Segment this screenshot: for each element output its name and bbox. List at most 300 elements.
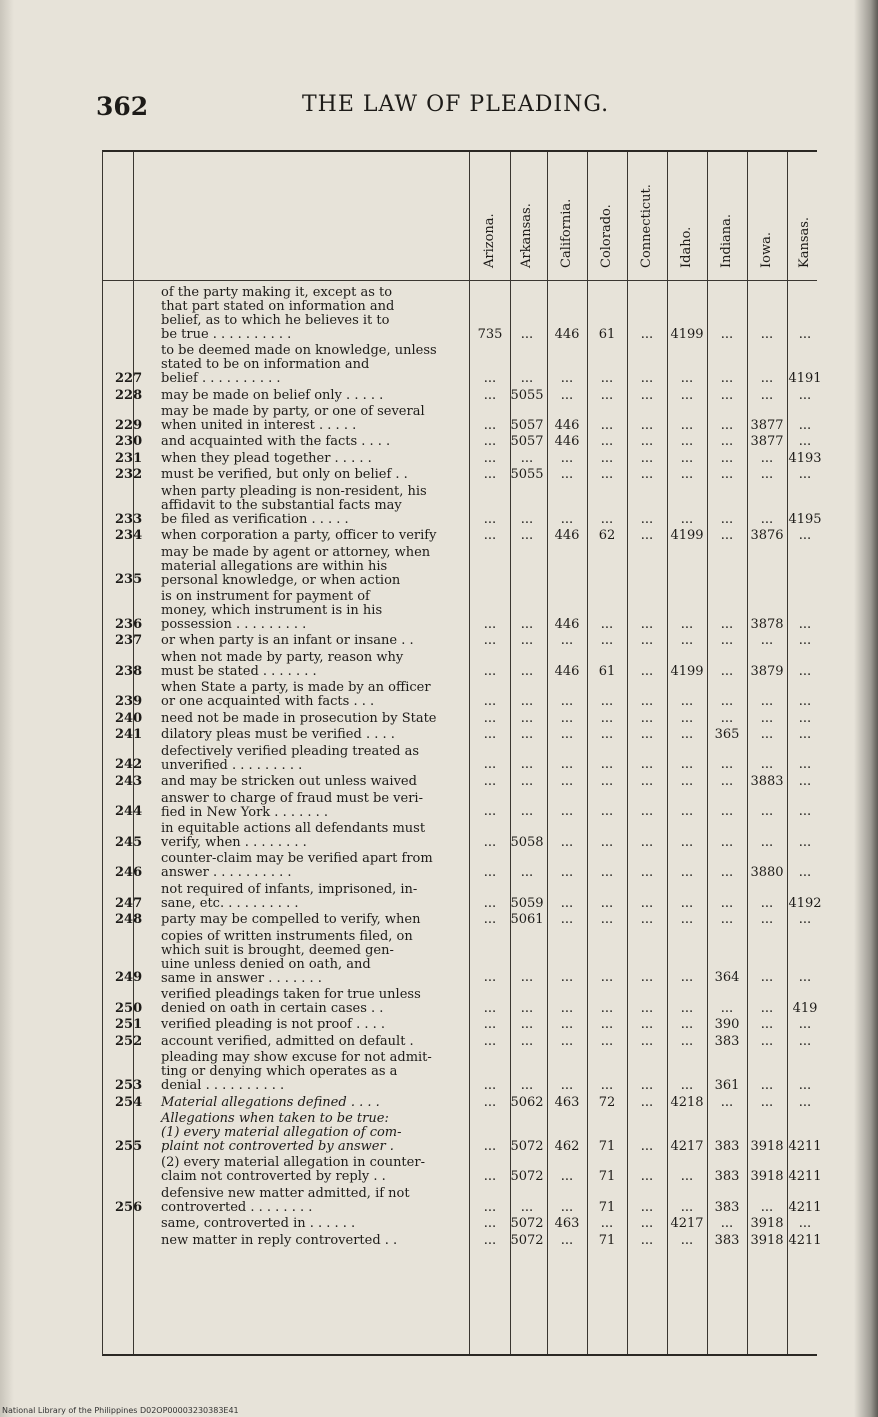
citation-cell: 446 (554, 326, 580, 342)
citation-cell: 383 (714, 1199, 740, 1215)
citation-cell: ... (798, 970, 812, 986)
citation-cell: 364 (714, 970, 740, 986)
table-row (103, 681, 817, 709)
state-header (508, 158, 546, 274)
table-row (103, 1018, 817, 1032)
citation-cell: 4199 (670, 528, 704, 544)
citation-cell: ... (600, 710, 614, 726)
citation-cell: ... (798, 434, 812, 450)
state-header-label: Kansas. (797, 216, 812, 268)
citation-cell: 5057 (510, 417, 544, 433)
section-description: may be made by agent or attorney, when material allegations are within his personal knowledge, or when action (161, 544, 431, 588)
citation-cell: ... (680, 895, 694, 911)
state-header-label: Idaho. (679, 226, 694, 268)
citation-cell: ... (483, 633, 497, 649)
section-number: 243 (115, 774, 143, 789)
citation-cell: ... (600, 450, 614, 466)
citation-cell: 5055 (510, 387, 544, 403)
table-row (103, 913, 817, 927)
citation-cell: ... (720, 616, 734, 632)
citation-cell: ... (600, 757, 614, 773)
citation-cell: 361 (714, 1077, 740, 1093)
section-description: account verified, admitted on default . (161, 1033, 414, 1049)
citation-cell: ... (720, 387, 734, 403)
citation-cell: ... (640, 1138, 654, 1154)
table-row (103, 745, 817, 773)
citation-cell: 5055 (510, 467, 544, 483)
citation-cell: 3918 (750, 1232, 784, 1248)
citation-cell: 3877 (750, 434, 784, 450)
citation-cell: 446 (554, 663, 580, 679)
citation-cell: 446 (554, 528, 580, 544)
citation-cell: 5057 (510, 434, 544, 450)
table-row (103, 389, 817, 403)
citation-cell: 3918 (750, 1216, 784, 1232)
citation-cell: 383 (714, 1232, 740, 1248)
state-header-label: Colorado. (599, 204, 614, 268)
citation-cell: 71 (598, 1138, 616, 1154)
section-description: and may be stricken out unless waived (161, 774, 417, 789)
citation-cell: ... (680, 370, 694, 386)
citation-cell: ... (798, 467, 812, 483)
section-number: 232 (115, 467, 143, 483)
citation-cell: ... (680, 912, 694, 928)
citation-cell: 3878 (750, 616, 784, 632)
section-description: need not be made in prosecution by State (161, 710, 437, 726)
citation-cell: ... (760, 710, 774, 726)
citation-cell: ... (640, 970, 654, 986)
citation-cell: ... (520, 663, 534, 679)
citation-cell: ... (520, 633, 534, 649)
citation-cell: ... (680, 970, 694, 986)
citation-cell: 4199 (670, 326, 704, 342)
citation-cell: ... (483, 1169, 497, 1185)
section-number: 250 (115, 1000, 143, 1016)
table-row (103, 651, 817, 679)
table-row (103, 405, 817, 433)
citation-cell: ... (760, 633, 774, 649)
table-row (103, 1185, 822, 1215)
citation-cell: ... (483, 434, 497, 450)
section-description: when they plead together . . . . . (161, 450, 372, 466)
citation-cell: ... (483, 450, 497, 466)
citation-cell: ... (640, 1232, 654, 1248)
table-row (103, 792, 817, 820)
table-row (103, 1155, 822, 1185)
citation-cell: ... (798, 727, 812, 743)
citation-cell: ... (640, 1216, 654, 1232)
citation-cell: ... (520, 616, 534, 632)
citation-cell: ... (760, 1017, 774, 1033)
header-rule (103, 280, 817, 281)
citation-cell: ... (560, 511, 574, 527)
citation-cell: ... (600, 616, 614, 632)
citation-cell: ... (600, 467, 614, 483)
citation-cell: ... (560, 450, 574, 466)
citation-cell: 4217 (670, 1138, 704, 1154)
citation-cell: ... (600, 417, 614, 433)
citation-cell: ... (720, 326, 734, 342)
citation-cell: ... (520, 1199, 534, 1215)
citation-cell: 5072 (510, 1138, 544, 1154)
citation-cell: ... (720, 511, 734, 527)
citation-cell: ... (600, 970, 614, 986)
table-row (103, 634, 817, 648)
citation-cell: ... (600, 633, 614, 649)
citation-cell: 71 (598, 1232, 616, 1248)
citation-cell: ... (560, 633, 574, 649)
citation-cell: ... (680, 774, 694, 789)
citation-cell: ... (483, 616, 497, 632)
citation-cell: ... (560, 1232, 574, 1248)
citation-cell: ... (483, 912, 497, 928)
table-row (103, 988, 817, 1016)
section-description: must be verified, but only on belief . . (161, 467, 408, 483)
citation-cell: ... (680, 633, 694, 649)
citation-cell: 4192 (788, 895, 822, 911)
citation-cell: ... (760, 1000, 774, 1016)
citation-cell: 4195 (788, 511, 822, 527)
citation-cell: ... (483, 694, 497, 710)
section-number: 242 (115, 757, 143, 773)
citation-cell: ... (720, 528, 734, 544)
citation-cell: ... (600, 1033, 614, 1049)
state-header (628, 158, 666, 274)
citation-cell: ... (560, 1169, 574, 1185)
section-description: answer to charge of fraud must be veri- fied in New York . . . . . . . (161, 790, 423, 820)
citation-cell: ... (520, 370, 534, 386)
citation-cell: ... (798, 417, 812, 433)
section-description: new matter in reply controverted . . (161, 1232, 398, 1248)
section-number: 255 (115, 1138, 143, 1154)
citation-cell: ... (520, 450, 534, 466)
citation-cell: ... (640, 912, 654, 928)
section-description: same, controverted in . . . . . . (161, 1216, 356, 1232)
citation-cell: 71 (598, 1199, 616, 1215)
citation-cell: 446 (554, 616, 580, 632)
citation-cell: 3883 (750, 774, 784, 789)
citation-cell: ... (760, 450, 774, 466)
citation-cell: ... (680, 1199, 694, 1215)
section-description: is on instrument for payment of money, which instrument is in his possession . . . . . . . . . (161, 589, 383, 632)
citation-cell: ... (600, 895, 614, 911)
citation-cell: ... (640, 895, 654, 911)
section-description: when corporation a party, officer to verify (161, 528, 437, 544)
citation-cell: 5072 (510, 1169, 544, 1185)
citation-cell: ... (760, 727, 774, 743)
pleading-table (102, 150, 822, 1356)
section-number: 248 (115, 912, 143, 928)
citation-cell: 3876 (750, 528, 784, 544)
citation-cell: ... (680, 616, 694, 632)
citation-cell: ... (760, 970, 774, 986)
citation-cell: ... (720, 865, 734, 881)
table-row (103, 712, 817, 726)
table-row (103, 483, 822, 527)
citation-cell: 4211 (788, 1138, 822, 1154)
citation-cell: ... (720, 912, 734, 928)
citation-cell: ... (520, 804, 534, 820)
section-number: 227 (115, 370, 143, 386)
citation-cell: ... (560, 912, 574, 928)
citation-cell: 71 (598, 1169, 616, 1185)
citation-cell: ... (600, 370, 614, 386)
citation-cell: 446 (554, 417, 580, 433)
citation-cell: ... (640, 727, 654, 743)
citation-cell: ... (640, 370, 654, 386)
section-number: 238 (115, 663, 143, 679)
state-header (588, 158, 626, 274)
citation-cell: ... (640, 633, 654, 649)
citation-cell: ... (640, 1017, 654, 1033)
citation-cell: 390 (714, 1017, 740, 1033)
citation-cell: ... (520, 757, 534, 773)
citation-cell: ... (640, 528, 654, 544)
section-number: 254 (115, 1094, 143, 1110)
citation-cell: ... (680, 804, 694, 820)
citation-cell: ... (680, 387, 694, 403)
citation-cell: ... (560, 1199, 574, 1215)
citation-cell: ... (680, 757, 694, 773)
citation-cell: ... (640, 663, 654, 679)
citation-cell: ... (720, 834, 734, 850)
state-header (548, 158, 586, 274)
citation-cell: 365 (714, 727, 740, 743)
citation-cell: ... (680, 865, 694, 881)
citation-cell: ... (600, 1216, 614, 1232)
table-row (103, 1096, 817, 1110)
citation-cell: 383 (714, 1033, 740, 1049)
section-number: 236 (115, 616, 143, 632)
citation-cell: ... (720, 774, 734, 789)
citation-cell: ... (640, 1033, 654, 1049)
citation-cell: 4191 (788, 370, 822, 386)
citation-cell: ... (720, 1094, 734, 1110)
citation-cell: ... (560, 1000, 574, 1016)
table-row (103, 1035, 817, 1049)
citation-cell: ... (483, 1000, 497, 1016)
citation-cell: ... (560, 834, 574, 850)
citation-cell: ... (560, 467, 574, 483)
citation-cell: ... (640, 450, 654, 466)
citation-cell: ... (483, 417, 497, 433)
section-description: or when party is an infant or insane . . (161, 633, 414, 649)
citation-cell: ... (680, 511, 694, 527)
table-row (103, 1051, 817, 1093)
citation-cell: ... (640, 774, 654, 789)
section-description: counter-claim may be verified apart from answer . . . . . . . . . . (161, 851, 433, 881)
citation-cell: ... (798, 912, 812, 928)
citation-cell: ... (640, 326, 654, 342)
citation-cell: ... (680, 710, 694, 726)
citation-cell: ... (640, 694, 654, 710)
section-description: of the party making it, except as to that part stated on information and belief, as to which he believes it to be true . . . . . . . . . . (161, 285, 395, 342)
citation-cell: ... (640, 1094, 654, 1110)
citation-cell: ... (600, 1077, 614, 1093)
citation-cell: 463 (554, 1094, 580, 1110)
citation-cell: ... (520, 727, 534, 743)
citation-cell: ... (483, 895, 497, 911)
table-row (103, 435, 817, 449)
citation-cell: ... (720, 1216, 734, 1232)
citation-cell: ... (680, 1169, 694, 1185)
section-description: may be made by party, or one of several when united in interest . . . . . (161, 404, 425, 433)
state-header (471, 158, 509, 274)
citation-cell: ... (760, 895, 774, 911)
citation-cell: ... (640, 757, 654, 773)
citation-cell: ... (560, 865, 574, 881)
citation-cell: ... (483, 757, 497, 773)
citation-cell: ... (798, 694, 812, 710)
citation-cell: ... (760, 834, 774, 850)
section-number: 253 (115, 1077, 143, 1093)
section-description: Material allegations defined . . . . (161, 1094, 380, 1110)
citation-cell: ... (680, 1077, 694, 1093)
citation-cell: ... (680, 434, 694, 450)
section-description: when not made by party, reason why must be stated . . . . . . . (161, 649, 404, 679)
citation-cell: 62 (598, 528, 616, 544)
citation-cell: ... (520, 1033, 534, 1049)
citation-cell: ... (520, 1017, 534, 1033)
citation-cell: ... (798, 616, 812, 632)
citation-cell: ... (483, 1077, 497, 1093)
citation-cell: ... (720, 467, 734, 483)
state-header-label: California. (559, 198, 574, 268)
citation-cell: ... (483, 970, 497, 986)
citation-cell: ... (640, 434, 654, 450)
citation-cell: ... (483, 804, 497, 820)
citation-cell: 383 (714, 1138, 740, 1154)
citation-cell: ... (720, 370, 734, 386)
citation-cell: 419 (792, 1000, 818, 1016)
citation-cell: ... (520, 865, 534, 881)
table-row (103, 450, 822, 466)
citation-cell: ... (680, 694, 694, 710)
table-row (103, 728, 817, 742)
section-description: defectively verified pleading treated as unverified . . . . . . . . . (161, 743, 419, 773)
section-description: defensive new matter admitted, if not controverted . . . . . . . . (161, 1185, 410, 1215)
citation-cell: ... (798, 710, 812, 726)
citation-cell: ... (483, 528, 497, 544)
citation-cell: ... (680, 450, 694, 466)
section-description: verified pleadings taken for true unless denied on oath in certain cases . . (161, 986, 421, 1016)
citation-cell: ... (760, 511, 774, 527)
citation-cell: ... (600, 1000, 614, 1016)
citation-cell: 5061 (510, 912, 544, 928)
citation-cell: ... (798, 865, 812, 881)
citation-cell: 3877 (750, 417, 784, 433)
section-number: 241 (115, 727, 143, 743)
citation-cell: ... (798, 1094, 812, 1110)
citation-cell: 4199 (670, 663, 704, 679)
citation-cell: 3918 (750, 1138, 784, 1154)
section-number: 229 (115, 417, 143, 433)
citation-cell: ... (520, 710, 534, 726)
citation-cell: ... (520, 326, 534, 342)
section-number: 231 (115, 450, 143, 466)
table-row (103, 1111, 822, 1154)
citation-cell: ... (640, 616, 654, 632)
citation-cell: ... (798, 633, 812, 649)
section-description: verified pleading is not proof . . . . (161, 1017, 386, 1033)
state-header (748, 158, 786, 274)
citation-cell: ... (798, 1033, 812, 1049)
citation-cell: ... (680, 417, 694, 433)
table-row (103, 822, 817, 850)
citation-cell: ... (760, 1077, 774, 1093)
section-number: 244 (115, 804, 143, 820)
citation-cell: ... (520, 528, 534, 544)
table-row (103, 529, 817, 543)
citation-cell: ... (483, 834, 497, 850)
citation-cell: ... (600, 912, 614, 928)
citation-cell: 462 (554, 1138, 580, 1154)
citation-cell: ... (720, 694, 734, 710)
citation-cell: ... (720, 663, 734, 679)
citation-cell: ... (680, 467, 694, 483)
citation-cell: ... (640, 1000, 654, 1016)
citation-cell: ... (680, 727, 694, 743)
section-description: copies of written instruments filed, on which suit is brought, deemed gen- uine unless denied on oath, and same in answer . . . . . . . (161, 928, 413, 986)
citation-cell: 4193 (788, 450, 822, 466)
table-row (103, 775, 817, 789)
citation-cell: 4211 (788, 1169, 822, 1185)
state-header-label: Connecticut. (639, 184, 654, 268)
citation-cell: ... (720, 1000, 734, 1016)
citation-cell: ... (760, 694, 774, 710)
section-description: and acquainted with the facts . . . . (161, 434, 391, 450)
citation-cell: ... (520, 1077, 534, 1093)
citation-cell: ... (600, 1017, 614, 1033)
state-header (786, 158, 824, 274)
citation-cell: ... (600, 694, 614, 710)
citation-cell: 5059 (510, 895, 544, 911)
citation-cell: ... (760, 326, 774, 342)
citation-cell: ... (560, 970, 574, 986)
citation-cell: ... (483, 1033, 497, 1049)
section-number: 230 (115, 434, 143, 450)
citation-cell: ... (640, 1077, 654, 1093)
citation-cell: ... (483, 370, 497, 386)
citation-cell: ... (720, 895, 734, 911)
citation-cell: 72 (598, 1094, 616, 1110)
citation-cell: ... (720, 633, 734, 649)
citation-cell: ... (798, 1017, 812, 1033)
citation-cell: 446 (554, 434, 580, 450)
section-number: 245 (115, 834, 143, 850)
citation-cell: ... (483, 511, 497, 527)
citation-cell: ... (760, 1094, 774, 1110)
citation-cell: ... (680, 834, 694, 850)
section-number: 246 (115, 865, 143, 881)
citation-cell: ... (520, 774, 534, 789)
citation-cell: ... (798, 1216, 812, 1232)
citation-cell: ... (483, 774, 497, 789)
state-header-label: Indiana. (719, 214, 734, 268)
state-header-label: Iowa. (759, 232, 774, 268)
running-head: THE LAW OF PLEADING. (302, 92, 610, 117)
citation-cell: ... (600, 511, 614, 527)
citation-cell: ... (680, 1000, 694, 1016)
citation-cell: 463 (554, 1216, 580, 1232)
section-description: when party pleading is non-resident, his affidavit to the substantial facts may be filed as verification . . . . . (161, 483, 427, 527)
citation-cell: ... (560, 804, 574, 820)
state-header-label: Arkansas. (519, 203, 534, 268)
section-number: 237 (115, 633, 143, 649)
section-description: pleading may show excuse for not admit- ting or denying which operates as a denial . . . . . . . . . . (161, 1050, 432, 1094)
citation-cell: ... (483, 1138, 497, 1154)
citation-cell: ... (483, 1199, 497, 1215)
